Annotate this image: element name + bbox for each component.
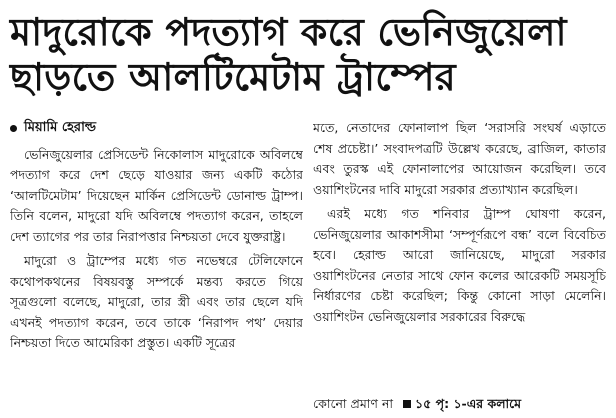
continued-text: কোনো প্রমাণ না	[313, 395, 394, 411]
page-jump[interactable]	[403, 396, 521, 411]
article-column-1	[10, 118, 303, 418]
page-jump-label: ১৫ পৃ: ১-এর কলামে	[415, 395, 522, 411]
article-body	[10, 118, 606, 418]
headline-line-1: মাদুরোকে পদত্যাগ করে ভেনিজুয়েলা	[10, 10, 567, 54]
paragraph: এরই মধ্যে গত শনিবার ট্রাম্প ঘোষণা করেন, ভেনিজুয়েলার আকাশসীমা ‘সম্পূর্ণরূপে বন্ধ’ বলে বিবেচিত হবে। হেরাল্ড আরো জানিয়েছে, মাদুরো সরকার ওয়াশিংটনের নেতার সাথে ফোন কলের আরেকটি সময়সূচি নির্ধারণের চেষ্টা করেছিল; কিন্তু কোনো সাড়া মেলেনি। ওয়াশিংটন ভেনিজুয়েলার সরকারের বিরুদ্ধে	[313, 206, 606, 324]
paragraph: মতে, নেতাদের ফোনালাপ ছিল ‘সরাসরি সংঘর্ষ এড়াতে শেষ প্রচেষ্টা।’ সংবাদপত্রটি উল্লেখ করেছে, ব্রাজিল, কাতার এবং তুরস্ক এই ফোনালাপের আয়োজন করেছিল। তবে ওয়াশিংটনের দাবি মাদুরো সরকার প্রত্যাখ্যান করেছিল।	[313, 120, 606, 197]
paragraph: মাদুরো ও ট্রাম্পের মধ্যে গত নভেম্বরে টেলিফোনে কথোপকথনের বিষয়বস্তু সম্পর্কে মন্তব্য করতে গিয়ে সূত্রগুলো বলেছে, মাদুরো, তার স্ত্রী এবং তার ছেলে যদি এখনই পদত্যাগ করেন, তবে তাকে ‘নিরাপদ পথ’ দেয়ার নিশ্চয়তা দিতে আমেরিকা প্রস্তুত। একটি সূত্রের	[10, 253, 303, 350]
byline	[10, 118, 303, 139]
article-column-2	[313, 118, 606, 418]
paragraph: ভেনিজুয়েলার প্রেসিডেন্ট নিকোলাস মাদুরোকে অবিলম্বে পদত্যাগ করে দেশ ছেড়ে যাওয়ার জন্য একটি কঠোর ‘আলটিমেটাম’ দিয়েছেন মার্কিন প্রেসিডেন্ট ডোনাল্ড ট্রাম্প। তিনি বলেন, মাদুরো যদি অবিলম্বে পদত্যাগ করেন, তাহলে দেশ ত্যাগের পর তার নিরাপত্তার নিশ্চয়তা দেবে যুক্তরাষ্ট্র।	[10, 146, 303, 244]
square-marker-icon	[403, 400, 411, 408]
article-headline	[10, 10, 606, 100]
headline-line-2: ছাড়তে আলটিমেটাম ট্রাম্পের	[10, 55, 456, 99]
bullet-icon	[10, 125, 17, 132]
byline-source: মিয়ামি হেরাল্ড	[24, 120, 97, 135]
continuation-line	[313, 394, 606, 415]
